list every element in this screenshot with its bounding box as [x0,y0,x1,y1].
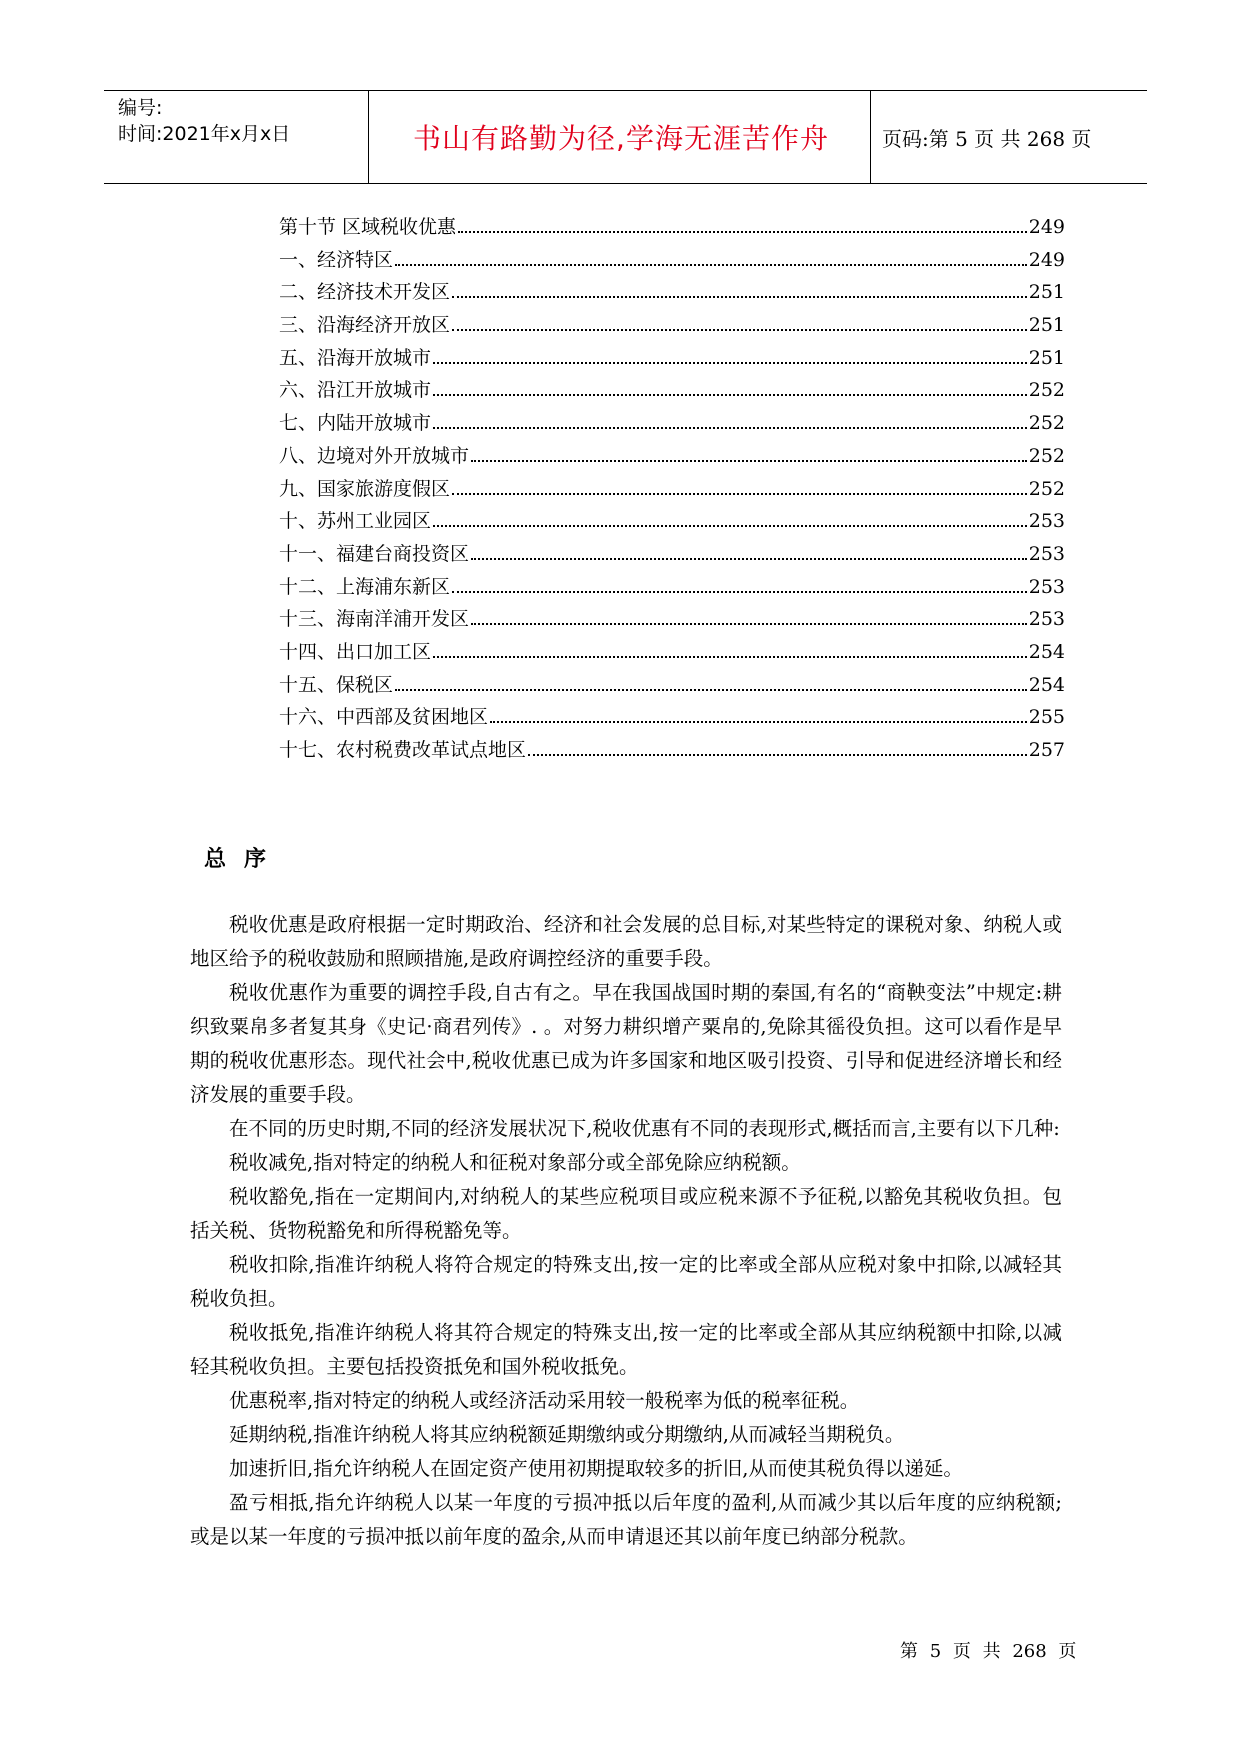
header-left [118,95,290,147]
toc-leader-dots [471,622,1027,625]
toc-entry-title: 十六、中西部及贫困地区 [279,706,489,729]
toc-entry-page: 251 [1028,346,1065,369]
toc-entry-page: 253 [1028,575,1065,598]
toc-entry-page: 251 [1028,281,1065,304]
header-motto: 书山有路勤为径,学海无涯苦作舟 [413,122,829,155]
toc-leader-dots [452,328,1027,331]
toc-leader-dots [471,459,1027,462]
toc-entry-title: 一、经济特区 [279,248,394,271]
number-label: 编号: [118,97,163,119]
toc-entry[interactable] [279,604,1065,637]
body-paragraph: 延期纳税,指准许纳税人将其应纳税额延期缴纳或分期缴纳,从而减轻当期税负。 [229,1423,905,1446]
toc-leader-dots [433,361,1027,364]
toc-entry-page: 252 [1028,477,1065,500]
body-paragraph: 税收优惠是政府根据一定时期政治、经济和社会发展的总目标,对某些特定的课税对象、纳税人或地区给予的税收鼓励和照顾措施,是政府调控经济的重要手段。 [190,913,1062,970]
header-page-info: 页码:第 5 页 共 268 页 [882,126,1092,151]
toc-entry-page: 253 [1028,608,1065,631]
toc-entry-title: 十、苏州工业园区 [279,510,432,533]
toc-entry-title: 十七、农村税费改革试点地区 [279,739,527,761]
toc-entry-title: 八、边境对外开放城市 [279,444,470,467]
toc-entry-page: 254 [1028,673,1065,696]
toc-entry[interactable] [279,637,1065,670]
toc-entry-page: 252 [1028,379,1065,402]
body-paragraph: 加速折旧,指允许纳税人在固定资产使用初期提取较多的折旧,从而使其税负得以递延。 [229,1457,963,1480]
toc-entry[interactable] [279,277,1065,310]
toc-entry[interactable] [279,670,1065,703]
toc-leader-dots [452,295,1027,298]
toc-leader-dots [452,590,1027,593]
toc-entry-page: 249 [1028,216,1065,238]
toc-leader-dots [452,492,1027,495]
toc-leader-dots [395,688,1027,691]
body-paragraph: 税收扣除,指准许纳税人将符合规定的特殊支出,按一定的比率或全部从应税对象中扣除,以减轻其税收负担。 [190,1253,1062,1310]
body-text [190,908,1062,1554]
toc-entry[interactable] [279,441,1065,474]
body-paragraph: 税收减免,指对特定的纳税人和征税对象部分或全部免除应纳税额。 [229,1151,801,1174]
toc-entry-title: 十二、上海浦东新区 [279,575,451,598]
time-label: 时间:2021年x月x日 [118,123,291,145]
toc-entry-page: 254 [1028,640,1065,663]
toc-entry[interactable] [279,702,1065,735]
body-paragraph: 优惠税率,指对特定的纳税人或经济活动采用较一般税率为低的税率征税。 [229,1389,860,1412]
toc-entry-page: 253 [1028,510,1065,533]
body-paragraph: 盈亏相抵,指允许纳税人以某一年度的亏损冲抵以后年度的盈利,从而减少其以后年度的应纳税额;或是以某一年度的亏损冲抵以前年度的盈余,从而申请退还其以前年度已纳部分税款。 [190,1491,1062,1548]
toc-entry-title: 三、沿海经济开放区 [279,314,451,337]
toc-entry[interactable] [279,539,1065,572]
toc-entry[interactable] [279,310,1065,343]
toc-entry[interactable] [279,375,1065,408]
table-of-contents [279,212,1065,768]
toc-leader-dots [528,753,1027,756]
body-paragraph: 税收优惠作为重要的调控手段,自古有之。早在我国战国时期的秦国,有名的“商鞅变法”中规定:耕织致粟帛多者复其身《史记·商君列传》. 。对努力耕织增产粟帛的,免除其徭役负担。这可以看作是早期的税收优惠形态。现代社会中,税收优惠已成为许多国家和地区吸引投资、引导和促进经济增长和经济发展的重要手段。 [190,981,1062,1106]
toc-leader-dots [395,263,1027,266]
toc-entry-title: 十一、福建台商投资区 [279,542,470,565]
toc-entry[interactable] [279,572,1065,605]
toc-entry[interactable] [279,735,1065,768]
toc-entry-page: 252 [1028,444,1065,467]
toc-entry-title: 七、内陆开放城市 [279,412,432,435]
toc-entry-page: 253 [1028,542,1065,565]
toc-entry-title: 十四、出口加工区 [279,640,432,663]
page-header [104,90,1147,184]
body-paragraph: 在不同的历史时期,不同的经济发展状况下,税收优惠有不同的表现形式,概括而言,主要有以下几种: [229,1117,1060,1140]
toc-entry[interactable] [279,343,1065,376]
section-title: 总序 [204,847,285,872]
toc-entry-page: 255 [1028,706,1065,729]
toc-leader-dots [458,230,1027,233]
body-paragraph: 税收抵免,指准许纳税人将其符合规定的特殊支出,按一定的比率或全部从其应纳税额中扣除,以减轻其税收负担。主要包括投资抵免和国外税收抵免。 [190,1321,1062,1378]
toc-leader-dots [433,524,1027,527]
toc-entry-page: 251 [1028,314,1065,337]
toc-entry-page: 252 [1028,412,1065,435]
toc-leader-dots [433,393,1027,396]
toc-leader-dots [490,720,1027,723]
toc-entry-title: 六、沿江开放城市 [279,379,432,402]
body-paragraph: 税收豁免,指在一定期间内,对纳税人的某些应税项目或应税来源不予征税,以豁免其税收负担。包括关税、货物税豁免和所得税豁免等。 [190,1185,1062,1242]
toc-entry[interactable] [279,212,1065,245]
toc-entry[interactable] [279,245,1065,278]
toc-entry-title: 十三、海南洋浦开发区 [279,608,470,631]
toc-entry-title: 五、沿海开放城市 [279,346,432,369]
header-divider [368,91,369,183]
toc-entry[interactable] [279,506,1065,539]
page-footer: 第 5 页 共 268 页 [900,1641,1077,1662]
toc-entry-title: 第十节 区域税收优惠 [279,216,457,238]
toc-entry-page: 257 [1028,739,1065,761]
toc-entry-title: 九、国家旅游度假区 [279,477,451,500]
toc-entry[interactable] [279,408,1065,441]
toc-entry-title: 十五、保税区 [279,673,394,696]
toc-leader-dots [433,426,1027,429]
toc-entry[interactable] [279,474,1065,507]
toc-entry-page: 249 [1028,248,1065,271]
toc-leader-dots [433,655,1027,658]
toc-leader-dots [471,557,1027,560]
toc-entry-title: 二、经济技术开发区 [279,281,451,304]
